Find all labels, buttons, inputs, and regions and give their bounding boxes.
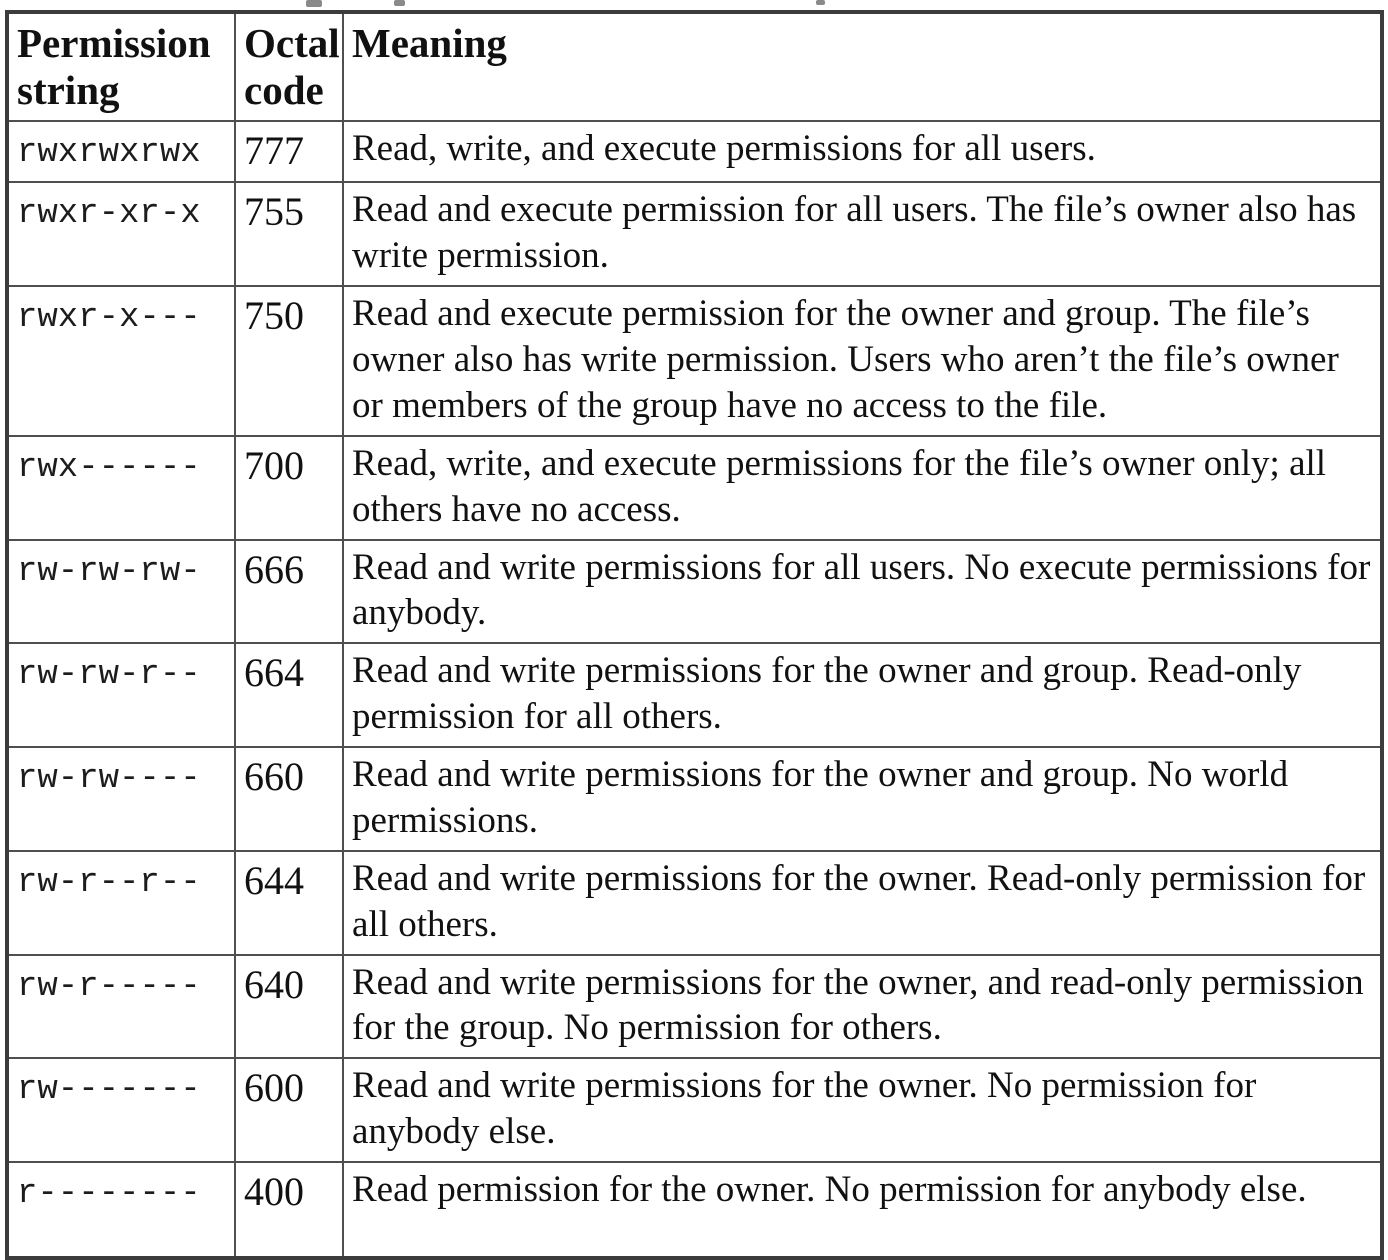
permission-string-cell: rw-rw-rw-	[7, 540, 235, 644]
table-row	[7, 286, 1382, 436]
octal-code-cell: 666	[235, 540, 343, 644]
meaning-cell: Read, write, and execute permissions for the file’s owner only; all others have no access.	[343, 436, 1382, 540]
octal-code-cell: 664	[235, 643, 343, 747]
permission-string-cell: rw-r-----	[7, 955, 235, 1059]
meaning-cell: Read and execute permission for all users. The file’s owner also has write permission.	[343, 182, 1382, 286]
octal-code-cell: 660	[235, 747, 343, 851]
table-row	[7, 851, 1382, 955]
permission-string-cell: rwxr-xr-x	[7, 182, 235, 286]
permission-string-cell: rw-------	[7, 1058, 235, 1162]
table-row	[7, 436, 1382, 540]
table-row	[7, 955, 1382, 1059]
permission-string-cell: rw-r--r--	[7, 851, 235, 955]
table-row	[7, 1058, 1382, 1162]
cropped-text-artifact	[394, 0, 405, 6]
permission-string-cell: rwx------	[7, 436, 235, 540]
permission-string-cell: r--------	[7, 1162, 235, 1258]
octal-code-cell: 640	[235, 955, 343, 1059]
octal-code-cell: 777	[235, 121, 343, 182]
permissions-table	[5, 10, 1384, 1260]
permission-string-cell: rw-rw----	[7, 747, 235, 851]
meaning-cell: Read and write permissions for all users. No execute permissions for anybody.	[343, 540, 1382, 644]
octal-code-cell: 600	[235, 1058, 343, 1162]
table-row	[7, 182, 1382, 286]
table-row	[7, 540, 1382, 644]
permission-string-cell: rw-rw-r--	[7, 643, 235, 747]
meaning-cell: Read permission for the owner. No permission for anybody else.	[343, 1162, 1382, 1258]
meaning-cell: Read, write, and execute permissions for all users.	[343, 121, 1382, 182]
table-row	[7, 1162, 1382, 1258]
meaning-cell: Read and write permissions for the owner. No permission for anybody else.	[343, 1058, 1382, 1162]
header-permission-string: Permission string	[7, 12, 235, 121]
meaning-cell: Read and execute permission for the owner and group. The file’s owner also has write permission. Users who aren’t the file’s owner or members of the group have no access to the file.	[343, 286, 1382, 436]
header-row	[7, 12, 1382, 121]
octal-code-cell: 400	[235, 1162, 343, 1258]
meaning-cell: Read and write permissions for the owner. Read-only permission for all others.	[343, 851, 1382, 955]
meaning-cell: Read and write permissions for the owner, and read-only permission for the group. No permission for others.	[343, 955, 1382, 1059]
cropped-text-artifact	[816, 0, 825, 5]
meaning-cell: Read and write permissions for the owner and group. No world permissions.	[343, 747, 1382, 851]
meaning-cell: Read and write permissions for the owner and group. Read-only permission for all others.	[343, 643, 1382, 747]
header-meaning: Meaning	[343, 12, 1382, 121]
table-row	[7, 643, 1382, 747]
cropped-text-artifact	[306, 0, 322, 7]
permission-string-cell: rwxr-x---	[7, 286, 235, 436]
permission-string-cell: rwxrwxrwx	[7, 121, 235, 182]
table-row	[7, 747, 1382, 851]
header-octal-code: Octal code	[235, 12, 343, 121]
octal-code-cell: 700	[235, 436, 343, 540]
octal-code-cell: 644	[235, 851, 343, 955]
table-row	[7, 121, 1382, 182]
octal-code-cell: 755	[235, 182, 343, 286]
octal-code-cell: 750	[235, 286, 343, 436]
